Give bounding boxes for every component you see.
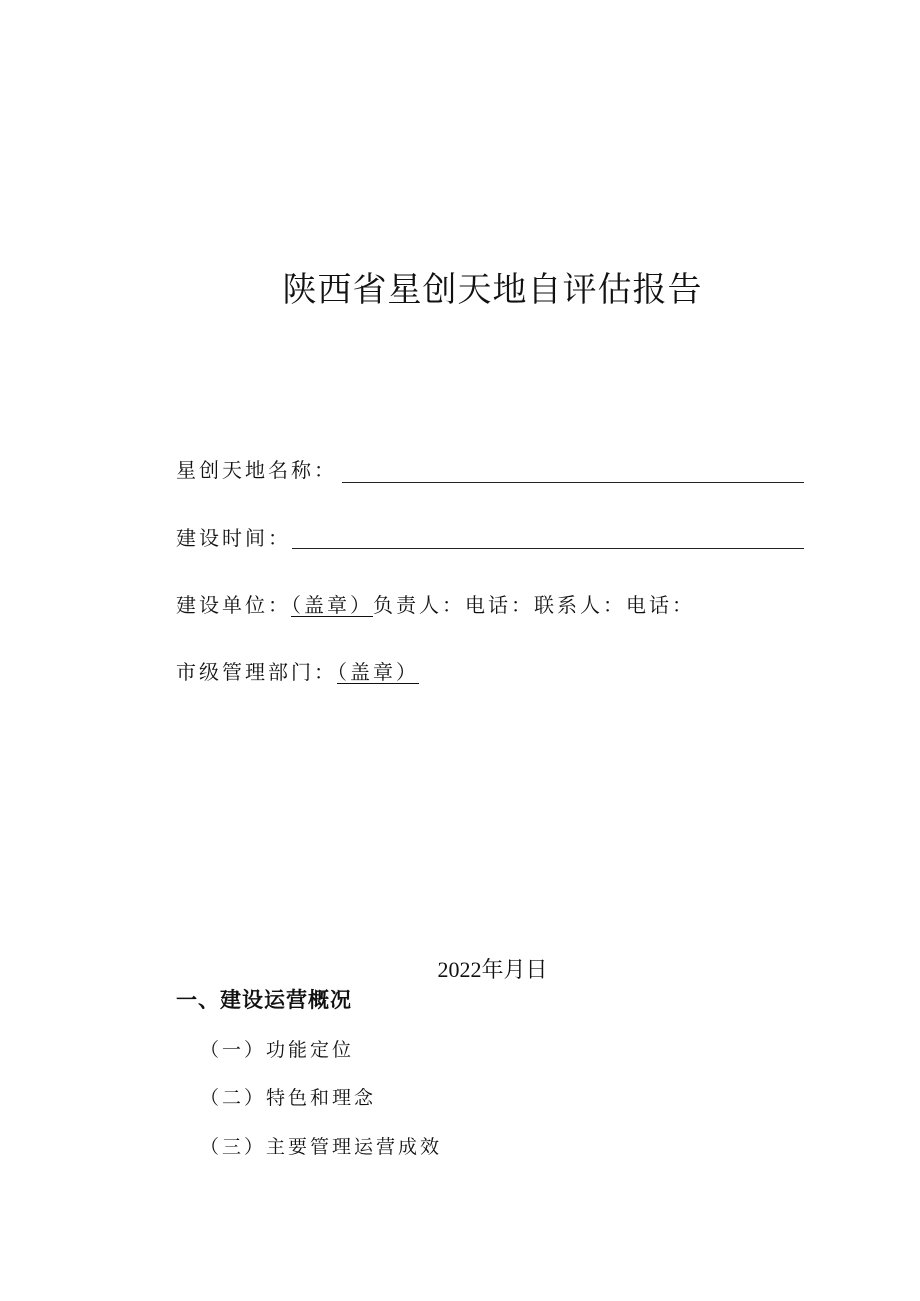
dept-field-row	[176, 660, 419, 684]
unit-field-label: 建设单位：	[176, 593, 291, 617]
section-item-3: （三）主要管理运营成效	[200, 1136, 443, 1158]
dept-seal: （盖章）	[337, 660, 419, 684]
page-title: 陕西省星创天地自评估报告	[282, 270, 703, 310]
section-item-2: （二）特色和理念	[200, 1087, 377, 1109]
report-date: 2022年月日	[437, 957, 548, 982]
dept-field-label: 市级管理部门：	[176, 660, 337, 684]
unit-seal: （盖章）	[291, 593, 373, 617]
time-field-line[interactable]	[292, 548, 804, 549]
name-field-label: 星创天地名称：	[176, 458, 337, 482]
section-heading: 一、建设运营概况	[176, 988, 352, 1012]
unit-field-row	[176, 593, 695, 617]
unit-contact-labels: 负责人：电话：联系人：电话：	[373, 593, 695, 617]
section-item-1: （一）功能定位	[200, 1039, 355, 1061]
name-field-line[interactable]	[342, 482, 804, 483]
time-field-label: 建设时间：	[176, 526, 291, 550]
